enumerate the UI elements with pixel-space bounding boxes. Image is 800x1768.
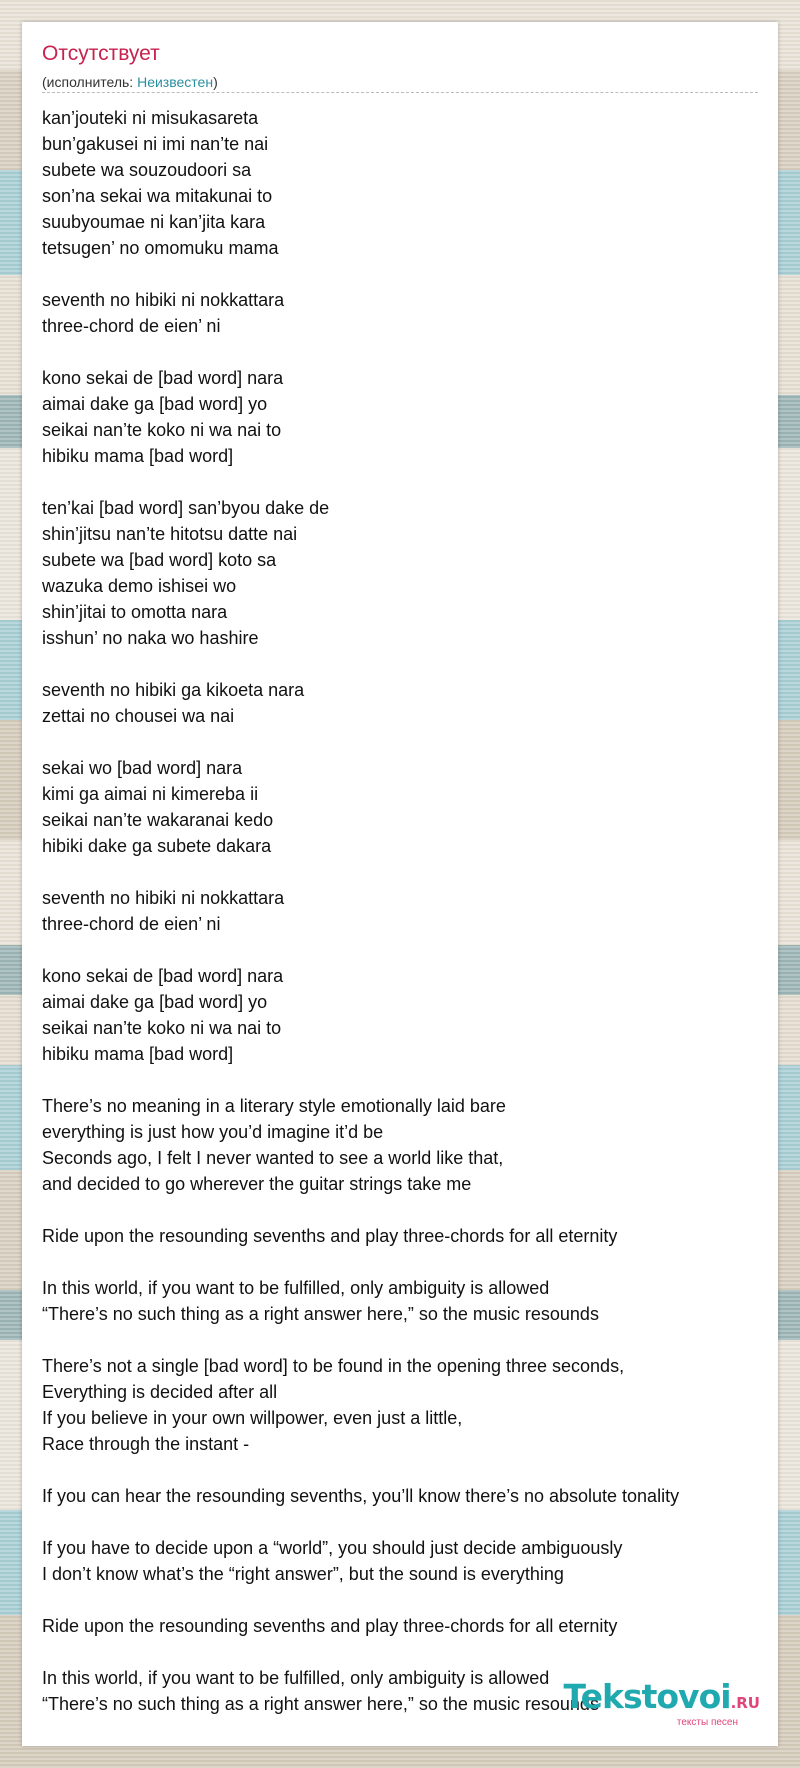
lyric-line: three-chord de eien’ ni [42, 316, 221, 336]
lyric-line: If you can hear the resounding sevenths, you’ll know there’s no absolute tonality [42, 1486, 680, 1506]
lyric-line: I don’t know what’s the “right answer”, but the sound is everything [42, 1564, 564, 1584]
lyric-line: kono sekai de [bad word] nara [42, 368, 284, 388]
lyric-line: Ride upon the resounding sevenths and play three-chords for all eternity [42, 1616, 618, 1636]
lyrics-card [22, 22, 778, 1746]
lyric-line: If you believe in your own willpower, even just a little, [42, 1408, 463, 1428]
lyric-line: shin’jitai to omotta nara [42, 602, 228, 622]
lyric-line: kan’jouteki ni misukasareta [42, 108, 259, 128]
lyric-line: everything is just how you’d imagine it’d be [42, 1122, 384, 1142]
lyric-line: seikai nan’te koko ni wa nai to [42, 420, 282, 440]
lyrics-text [42, 105, 772, 1717]
lyric-line: In this world, if you want to be fulfilled, only ambiguity is allowed [42, 1668, 550, 1688]
stanza-break [42, 1327, 772, 1353]
logo-word: Tekstovoi [563, 1677, 731, 1716]
lyric-line: bun’gakusei ni imi nan’te nai [42, 134, 269, 154]
lyric-line: three-chord de eien’ ni [42, 914, 221, 934]
lyric-line: kimi ga aimai ni kimereba ii [42, 784, 259, 804]
lyric-line: tetsugen’ no omomuku mama [42, 238, 279, 258]
lyric-line: aimai dake ga [bad word] yo [42, 394, 268, 414]
stanza-break [42, 729, 772, 755]
lyric-line: Seconds ago, I felt I never wanted to see a world like that, [42, 1148, 504, 1168]
lyric-line: isshun’ no naka wo hashire [42, 628, 259, 648]
lyric-line: Ride upon the resounding sevenths and play three-chords for all eternity [42, 1226, 618, 1246]
lyric-line: If you have to decide upon a “world”, you should just decide ambiguously [42, 1538, 623, 1558]
stanza-break [42, 1639, 772, 1665]
lyric-line: seikai nan’te koko ni wa nai to [42, 1018, 282, 1038]
lyric-line: suubyoumae ni kan’jita kara [42, 212, 266, 232]
stanza-break [42, 1509, 772, 1535]
title-divider [42, 92, 758, 93]
stanza-break [42, 651, 772, 677]
song-title: Отсутствует [42, 42, 160, 65]
lyric-line: seventh no hibiki ni nokkattara [42, 290, 285, 310]
lyric-line: “There’s no such thing as a right answer here,” so the music resounds [42, 1304, 599, 1324]
lyric-line: sekai wo [bad word] nara [42, 758, 243, 778]
artist-link[interactable]: Неизвестен [137, 74, 214, 90]
stanza-break [42, 1067, 772, 1093]
lyric-line: kono sekai de [bad word] nara [42, 966, 284, 986]
lyric-line: hibiki dake ga subete dakara [42, 836, 272, 856]
logo-tld: .RU [730, 1694, 760, 1712]
stanza-break [42, 261, 772, 287]
artist-suffix: ) [213, 74, 218, 90]
lyric-line: Race through the instant - [42, 1434, 250, 1454]
lyric-line: son’na sekai wa mitakunai to [42, 186, 273, 206]
lyric-line: aimai dake ga [bad word] yo [42, 992, 268, 1012]
stanza-break [42, 1249, 772, 1275]
stanza-break [42, 937, 772, 963]
artist-line [42, 74, 218, 90]
logo-tagline: тексты песен [676, 1717, 738, 1728]
stanza-break [42, 1197, 772, 1223]
stanza-break [42, 859, 772, 885]
site-logo[interactable] [563, 1677, 760, 1728]
lyric-line: seventh no hibiki ni nokkattara [42, 888, 285, 908]
lyric-line: subete wa [bad word] koto sa [42, 550, 277, 570]
lyric-line: seventh no hibiki ga kikoeta nara [42, 680, 305, 700]
stanza-break [42, 1587, 772, 1613]
lyric-line: shin’jitsu nan’te hitotsu datte nai [42, 524, 298, 544]
stanza-break [42, 469, 772, 495]
lyric-line: zettai no chousei wa nai [42, 706, 235, 726]
lyric-line: ten’kai [bad word] san’byou dake de [42, 498, 330, 518]
lyric-line: hibiku mama [bad word] [42, 446, 234, 466]
stanza-break [42, 339, 772, 365]
lyric-line: There’s not a single [bad word] to be found in the opening three seconds, [42, 1356, 625, 1376]
logo-wordmark [563, 1677, 760, 1720]
lyric-line: In this world, if you want to be fulfilled, only ambiguity is allowed [42, 1278, 550, 1298]
lyric-line: and decided to go wherever the guitar strings take me [42, 1174, 472, 1194]
lyric-line: seikai nan’te wakaranai kedo [42, 810, 274, 830]
lyric-line: Everything is decided after all [42, 1382, 278, 1402]
lyric-line: wazuka demo ishisei wo [42, 576, 237, 596]
stanza-break [42, 1457, 772, 1483]
lyric-line: “There’s no such thing as a right answer here,” so the music resounds [42, 1694, 599, 1714]
lyric-line: There’s no meaning in a literary style emotionally laid bare [42, 1096, 506, 1116]
lyric-line: hibiku mama [bad word] [42, 1044, 234, 1064]
artist-prefix: (исполнитель: [42, 74, 138, 90]
lyric-line: subete wa souzoudoori sa [42, 160, 252, 180]
